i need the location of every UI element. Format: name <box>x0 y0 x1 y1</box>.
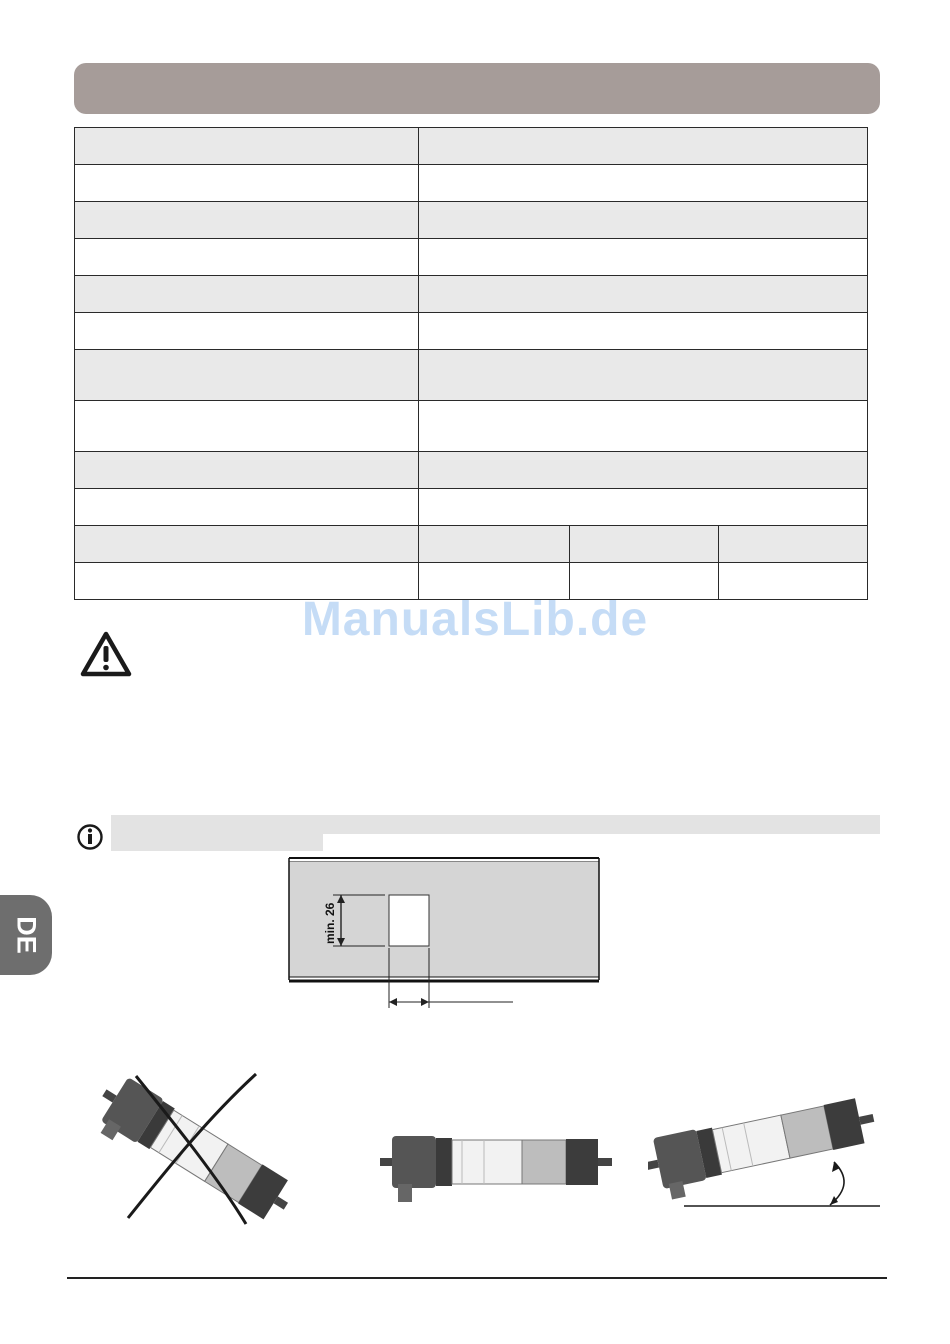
info-note-bar-end <box>111 834 323 851</box>
table-row <box>75 526 868 563</box>
table-row <box>75 202 868 239</box>
table-cell <box>419 276 868 313</box>
table-cell <box>75 165 419 202</box>
table-row <box>75 489 868 526</box>
table-row <box>75 401 868 452</box>
table-cell <box>75 276 419 313</box>
table-cell <box>419 526 570 563</box>
spec-table <box>74 127 868 600</box>
dimension-label: min. 26 <box>323 902 337 944</box>
table-cell <box>419 313 868 350</box>
table-cell <box>419 202 868 239</box>
table-row <box>75 239 868 276</box>
table-cell <box>719 526 868 563</box>
motor-wrong-position-illustration <box>88 1068 310 1228</box>
language-tab <box>0 895 52 975</box>
watermark: ManualsLib.de <box>301 593 649 646</box>
table-cell <box>419 452 868 489</box>
table-cell <box>75 452 419 489</box>
table-row <box>75 128 868 165</box>
warning-icon <box>80 631 132 677</box>
cutout-dimension-diagram <box>285 856 605 1012</box>
language-tab-label: DE <box>11 916 42 954</box>
table-row <box>75 350 868 401</box>
table-row <box>75 276 868 313</box>
table-cell <box>419 165 868 202</box>
table-cell <box>75 489 419 526</box>
info-note-bar <box>111 815 880 834</box>
motor-correct-tilted-illustration <box>648 1086 882 1210</box>
table-cell <box>419 239 868 276</box>
table-cell <box>419 128 868 165</box>
table-cell <box>75 128 419 165</box>
table-cell <box>570 526 719 563</box>
table-cell <box>75 239 419 276</box>
table-row <box>75 452 868 489</box>
table-cell <box>75 526 419 563</box>
info-icon <box>76 823 104 851</box>
table-cell <box>419 350 868 401</box>
table-row <box>75 313 868 350</box>
table-cell <box>75 350 419 401</box>
table-cell <box>75 401 419 452</box>
table-row <box>75 165 868 202</box>
section-header-bar <box>74 63 880 114</box>
table-cell <box>419 489 868 526</box>
table-cell <box>75 202 419 239</box>
motor-correct-horizontal-illustration <box>378 1128 614 1208</box>
table-cell <box>419 401 868 452</box>
table-cell <box>75 313 419 350</box>
footer-rule <box>67 1277 887 1279</box>
